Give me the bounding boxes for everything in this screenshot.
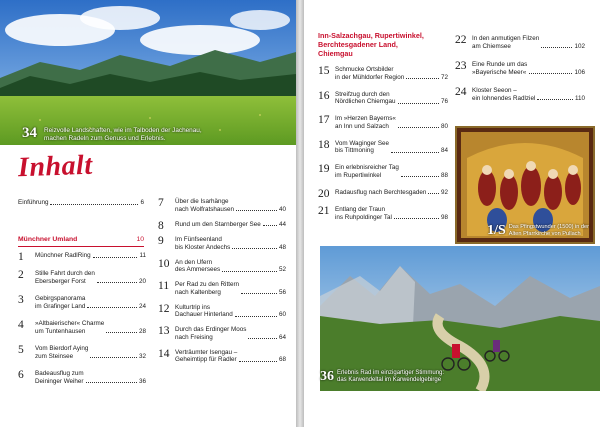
toc-entry-number: 11 [158, 280, 170, 292]
toc-entry-body [335, 164, 448, 179]
toc-entry-number: 10 [158, 257, 170, 270]
leader-dots [248, 338, 277, 339]
right-page [304, 0, 600, 427]
altar-photo [455, 126, 595, 244]
toc-entry-page: 40 [278, 205, 286, 213]
cycling-caption-number: 36 [320, 369, 334, 384]
toc-entry-title: Münchner RadlRing [35, 252, 91, 259]
toc-entry-page: 36 [138, 377, 146, 385]
leader-dots [235, 316, 277, 317]
toc-entry-number: 4 [18, 319, 24, 331]
toc-entry-page: 106 [574, 68, 585, 76]
leader-dots [97, 282, 137, 283]
leader-dots [241, 293, 277, 294]
toc-entry[interactable] [455, 35, 585, 50]
toc-entry-number: 16 [318, 89, 330, 102]
toc-entry-body [335, 66, 448, 81]
left-page [0, 0, 296, 427]
toc-entry-body [335, 91, 448, 106]
toc-entry-title: Radausflug nach Berchtesgaden [335, 188, 427, 196]
leader-dots [50, 204, 138, 205]
toc-entry[interactable] [158, 236, 286, 251]
toc-entry[interactable] [18, 370, 146, 385]
toc-entry-page: 64 [278, 333, 286, 341]
toc-entry-title: Im Fünfseenland bis Kloster Andechs [175, 236, 231, 251]
leader-dots [401, 176, 439, 177]
toc-entry-title: Über die Isarhänge nach Wolfratshausen [175, 198, 235, 213]
book-gutter [296, 0, 304, 427]
leader-dots [537, 99, 573, 100]
toc-entry-page: 80 [440, 122, 448, 130]
toc-entry-body [175, 304, 286, 319]
toc-entry[interactable] [158, 349, 286, 364]
toc-entry-page: 60 [278, 311, 286, 319]
toc-entry[interactable] [158, 221, 286, 233]
toc-entry-body [35, 252, 146, 260]
toc-entry-page: 92 [440, 188, 448, 196]
toc-entry-title: Stille Fahrt durch den Ebersberger Forst [35, 270, 95, 285]
toc-entry-number: 20 [318, 187, 330, 200]
toc-entry[interactable] [318, 189, 448, 201]
toc-entry-body [335, 115, 448, 130]
toc-entry-number: 8 [158, 219, 164, 232]
toc-entry-body [35, 370, 146, 385]
toc-entry-number: 17 [318, 114, 330, 126]
toc-entry-page: 20 [138, 277, 146, 285]
cycling-caption [320, 370, 444, 384]
toc-entry[interactable] [158, 259, 286, 274]
section-title: Münchner Umland [18, 236, 78, 243]
toc-entry-number: 12 [158, 302, 170, 315]
toc-entry-page: 24 [138, 302, 146, 310]
toc-entry-title: In den anmutigen Filzen am Chiemsee [472, 35, 540, 50]
section-divider [18, 246, 144, 247]
cycling-caption-text: Erlebnis Rad im einzigartiger Stimmung: das Karwendeltal im Karwendelgebirge [337, 370, 445, 383]
page-title: Inhalt [17, 149, 94, 184]
toc-section-heading[interactable] [18, 236, 144, 244]
toc-entry-title: An den Ufern des Ammersees [175, 258, 221, 274]
toc-intro[interactable] [18, 199, 144, 207]
toc-entry[interactable] [18, 345, 146, 360]
toc-entry-page: 44 [278, 220, 286, 228]
toc-entry-number: 22 [455, 34, 467, 46]
leader-dots [222, 271, 277, 272]
toc-entry[interactable] [18, 295, 146, 310]
toc-entry-title: Kulturtrip ins Dachauer Hinterland [175, 303, 233, 319]
toc-entry[interactable] [318, 91, 448, 106]
toc-entry[interactable] [455, 61, 585, 76]
toc-entry-number: 5 [18, 344, 24, 356]
photo-caption-number: 34 [22, 125, 37, 141]
toc-entry-page: 84 [440, 147, 448, 155]
toc-entry-number: 24 [455, 86, 467, 98]
toc-entry-page: 28 [138, 327, 146, 335]
leader-dots [398, 103, 439, 104]
leader-dots [406, 78, 439, 79]
toc-entry-body [472, 61, 585, 76]
toc-intro-title: Einführung [18, 199, 49, 206]
toc-entry-number: 14 [158, 347, 170, 360]
toc-entry-title: Streifzug durch den Nördlichen Chiemgau [335, 90, 396, 106]
toc-entry-body [175, 349, 286, 364]
toc-entry-body [335, 206, 448, 221]
leader-dots [236, 210, 277, 211]
toc-entry[interactable] [318, 140, 448, 155]
toc-entry-title: Badeausflug zum Deininger Weiher [35, 370, 84, 385]
toc-entry-title: »Altbaierischer« Charme um Tuntenhausen [35, 320, 105, 335]
toc-intro-page: 6 [140, 199, 144, 206]
toc-entry-number: 15 [318, 65, 330, 77]
toc-entry[interactable] [455, 87, 585, 102]
toc-entry[interactable] [318, 206, 448, 221]
toc-entry[interactable] [18, 320, 146, 335]
leader-dots [86, 382, 137, 383]
leader-dots [394, 218, 439, 219]
toc-entry-title: Ein erlebnisreicher Tag im Rupertiwinkel [335, 164, 399, 179]
section-page: 10 [136, 236, 144, 243]
toc-entry[interactable] [318, 164, 448, 179]
toc-entry-number: 21 [318, 205, 330, 217]
region-title: Inn-Salzachgau, Rupertiwinkel, Berchtesgadener Land, Chiemgau [318, 31, 424, 58]
toc-entry[interactable] [158, 198, 286, 213]
toc-entry[interactable] [158, 304, 286, 319]
altar-caption [487, 224, 589, 238]
toc-entry-page: 76 [440, 98, 448, 106]
toc-entry[interactable] [18, 270, 146, 285]
toc-entry-title: Vom Bierdorf Aying zum Steinsee [35, 345, 89, 360]
toc-entry-number: 19 [318, 163, 330, 175]
toc-entry-title: Durch das Erdinger Moos nach Freising [175, 326, 247, 341]
toc-entry-body [35, 345, 146, 360]
toc-entry-number: 9 [158, 235, 164, 247]
toc-entry-number: 7 [158, 197, 164, 209]
toc-entry-title: Rund um den Starnberger See [175, 220, 261, 228]
toc-entry-number: 18 [318, 138, 330, 151]
toc-entry-body [335, 140, 448, 155]
leader-dots [529, 73, 572, 74]
toc-entry[interactable] [318, 115, 448, 130]
toc-entry-number: 13 [158, 325, 170, 337]
toc-entry-body [175, 221, 286, 229]
leader-dots [232, 248, 277, 249]
toc-entry-page: 56 [278, 288, 286, 296]
toc-entry-body [175, 259, 286, 274]
leader-dots [239, 361, 277, 362]
toc-entry-page: 68 [278, 356, 286, 364]
toc-entry[interactable] [158, 281, 286, 296]
toc-entry-body [35, 270, 146, 285]
toc-entry-number: 6 [18, 369, 24, 381]
toc-entry-body [35, 320, 146, 335]
leader-dots [90, 357, 137, 358]
leader-dots [87, 307, 137, 308]
toc-entry[interactable] [318, 66, 448, 81]
toc-entry-title: Vom Waginger See bis Tittmoning [335, 139, 390, 155]
toc-entry-page: 88 [440, 171, 448, 179]
leader-dots [106, 332, 137, 333]
photo-caption-text: Reizvolle Landschaften, wie im Talboden der Jachenau, machen Radeln zum Genuss und Erlebnis. [44, 127, 202, 142]
toc-entry-title: Gebirgspanorama im Grafinger Land [35, 295, 86, 310]
leader-dots [428, 193, 439, 194]
toc-entry-body [335, 189, 448, 197]
meadow-photo [0, 0, 296, 145]
toc-entry-page: 11 [139, 252, 146, 259]
toc-entry-title: Entlang der Traun ins Ruhpoldinger Tal [335, 206, 392, 221]
leader-dots [391, 152, 439, 153]
toc-entry-page: 32 [138, 352, 146, 360]
toc-entry-number: 2 [18, 269, 24, 281]
toc-entry-title: Schmucke Ortsbilder in der Mühldorfer Region [335, 66, 405, 81]
leader-dots [263, 225, 277, 226]
toc-entry-body [175, 281, 286, 296]
toc-entry-body [175, 236, 286, 251]
toc-entry-body [472, 35, 585, 50]
toc-entry-title: Per Rad zu den Rittern nach Kaltenberg [175, 281, 240, 296]
altar-caption-text: Das Pfingstwunder (1500) in der Alten Pfarrkirche von Pullach [508, 224, 589, 238]
leader-dots [541, 47, 572, 48]
toc-entry-body [175, 198, 286, 213]
toc-entry-page: 98 [440, 213, 448, 221]
toc-entry-page: 48 [278, 243, 286, 251]
toc-entry-title: Verträumter Isengau – Geheimtipp für Radler [175, 348, 238, 364]
toc-entry-number: 3 [18, 294, 24, 306]
leader-dots [398, 127, 439, 128]
toc-entry-title: Kloster Seeon – ein lohnendes Radlziel [472, 87, 536, 102]
toc-entry-title: Eine Runde um das »Bayerische Meer« [472, 61, 528, 76]
toc-entry-number: 23 [455, 60, 467, 72]
toc-entry-body [472, 87, 585, 102]
leader-dots [93, 257, 138, 258]
toc-entry-page: 102 [574, 42, 585, 50]
toc-entry-title: Im »Herzen Bayerns« an Inn und Salzach [335, 115, 396, 130]
toc-entry-page: 72 [440, 73, 448, 81]
toc-entry-page: 52 [278, 266, 286, 274]
toc-entry-page: 110 [574, 94, 585, 102]
toc-entry-body [35, 295, 146, 310]
toc-entry-body [175, 326, 286, 341]
toc-entry-number: 1 [18, 251, 24, 263]
toc-entry[interactable] [158, 326, 286, 341]
toc-entry[interactable] [18, 252, 146, 264]
altar-caption-number: 1/S [487, 223, 506, 238]
